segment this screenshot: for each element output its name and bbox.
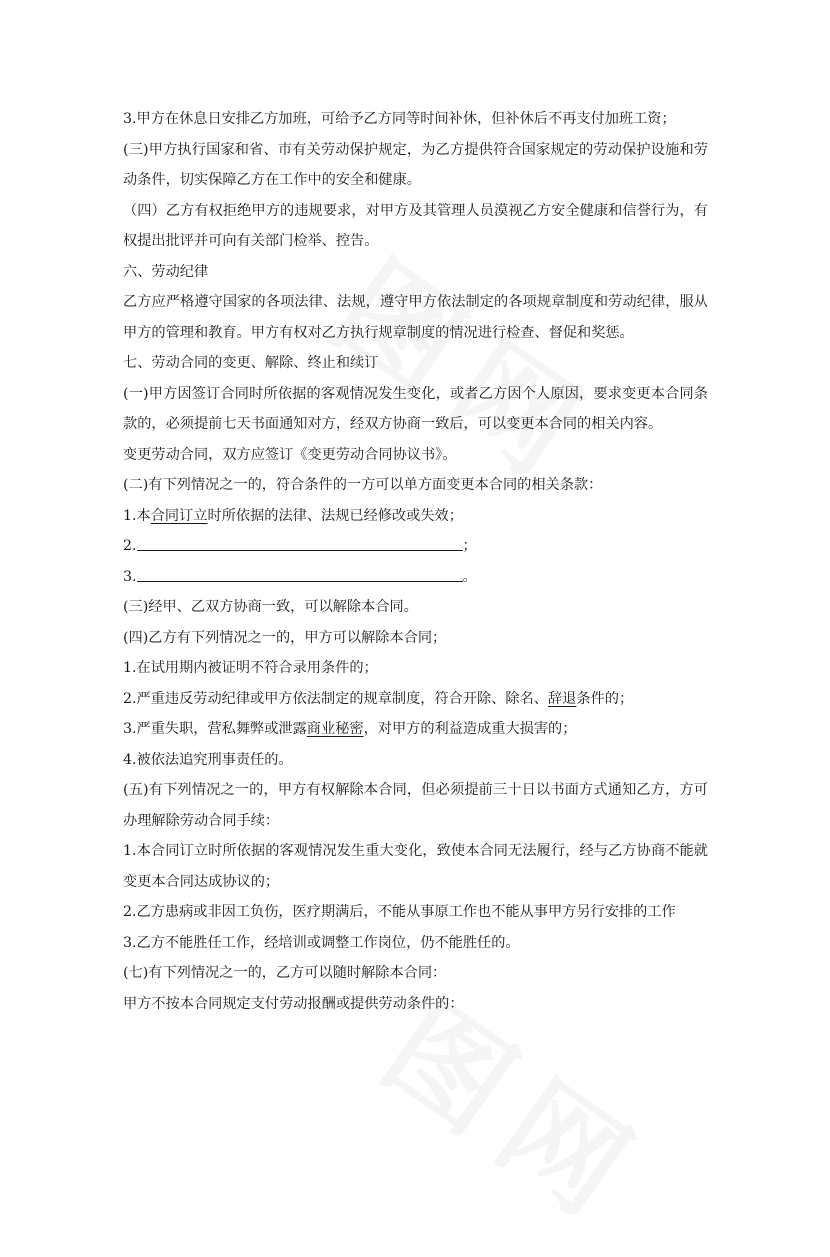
- list-item-text: 1.本: [123, 507, 151, 524]
- list-number: 3.: [123, 568, 137, 585]
- list-end-punct: 。: [462, 568, 477, 585]
- list-item: [123, 684, 708, 715]
- list-item-text: 2.严重违反劳动纪律或甲方依法制定的规章制度，符合开除、除名、: [123, 690, 548, 707]
- paragraph: 变更劳动合同，双方应签订《变更劳动合同协议书》。: [123, 446, 457, 463]
- fill-in-blank[interactable]: [137, 567, 463, 582]
- list-end-punct: ；: [462, 538, 477, 554]
- list-item-text: 条件的；: [576, 690, 634, 707]
- paragraph: 乙方应严格遵守国家的各项法律、法规，遵守甲方依法制定的各项规章制度和劳动纪律，服从甲方的管理和教育。甲方有权对乙方执行规章制度的情况进行检查、督促和奖惩。: [123, 294, 708, 341]
- list-item-text: ，对甲方的利益造成重大损害的；: [363, 721, 577, 737]
- blank-fill-line: [123, 531, 708, 562]
- paragraph: （四）乙方有权拒绝甲方的违规要求，对甲方及其管理人员漠视乙方安全健康和信誉行为，有权提出批评并可向有关部门检举、控告。: [123, 202, 708, 249]
- document-page: [123, 104, 708, 1019]
- list-item-text: 时所依据的法律、法规已经修改或失效；: [207, 507, 463, 524]
- list-item: 4.被依法追究刑事责任的。: [123, 751, 293, 768]
- paragraph: (三)甲方执行国家和省、市有关劳动保护规定，为乙方提供符合国家规定的劳动保护设施和劳动条件，切实保障乙方在工作中的安全和健康。: [123, 141, 708, 188]
- paragraph: (二)有下列情况之一的，符合条件的一方可以单方面变更本合同的相关条款：: [123, 477, 603, 493]
- blank-fill-line: [123, 562, 708, 593]
- paragraph: 甲方不按本合同规定支付劳动报酬或提供劳动条件的：: [123, 995, 464, 1012]
- list-item: 3.乙方不能胜任工作，经培训或调整工作岗位，仍不能胜任的。: [123, 934, 520, 951]
- list-number: 2.: [123, 538, 137, 554]
- paragraph: (一)甲方因签订合同时所依据的客观情况发生变化，或者乙方因个人原因，要求变更本合同条款的，必须提前七天书面通知对方，经双方协商一致后，可以变更本合同的相关内容。: [123, 385, 708, 432]
- paragraph: (五)有下列情况之一的，甲方有权解除本合同，但必须提前三十日以书面方式通知乙方，方可办理解除劳动合同手续：: [123, 782, 708, 829]
- fill-in-blank[interactable]: [137, 536, 463, 551]
- paragraph: 3.甲方在休息日安排乙方加班，可给予乙方同等时间补休，但补休后不再支付加班工资；: [123, 111, 676, 127]
- paragraph: (七)有下列情况之一的，乙方可以随时解除本合同：: [123, 965, 447, 981]
- section-heading: 七、劳动合同的变更、解除、终止和续订: [123, 355, 379, 371]
- paragraph: (四)乙方有下列情况之一的，甲方可以解除本合同；: [123, 629, 447, 646]
- underlined-term: 辞退: [547, 690, 577, 707]
- list-item: [123, 714, 708, 745]
- list-item: 1.本合同订立时所依据的客观情况发生重大变化，致使本合同无法履行，经与乙方协商不能就变更本合同达成协议的；: [123, 843, 708, 890]
- list-item: 2.乙方患病或非因工负伤，医疗期满后，不能从事原工作也不能从事甲方另行安排的工作: [123, 904, 676, 920]
- paragraph: (三)经甲、乙双方协商一致，可以解除本合同。: [123, 599, 418, 615]
- underlined-term: 商业秘密: [306, 721, 364, 737]
- underlined-term: 合同订立: [150, 507, 208, 524]
- list-item: [123, 501, 708, 532]
- list-item-text: 3.严重失职，营私舞弊或泄露: [123, 721, 307, 737]
- list-item: 1.在试用期内被证明不符合录用条件的；: [123, 660, 378, 676]
- section-heading: 六、劳动纪律: [123, 263, 209, 280]
